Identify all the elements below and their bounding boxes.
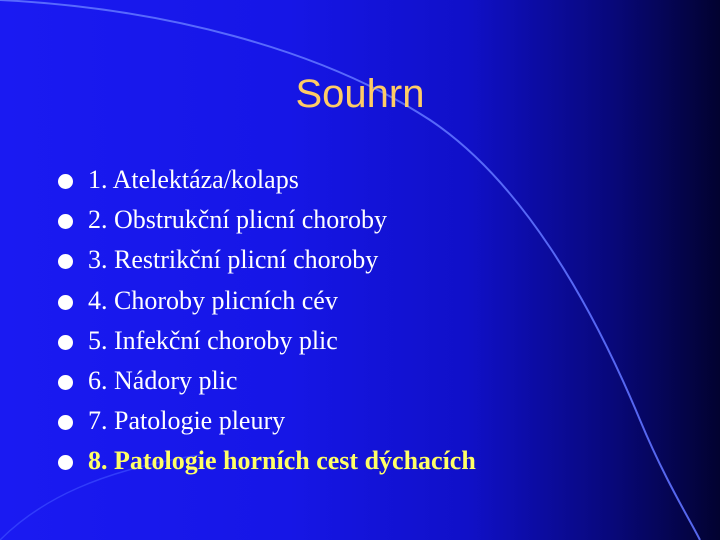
list-item [58, 200, 476, 240]
list-item [58, 240, 476, 280]
list-item-text: 8. Patologie horních cest dýchacích [88, 446, 476, 476]
list-item [58, 401, 476, 441]
list-item-text: 4. Choroby plicních cév [88, 285, 338, 315]
bullet-icon [58, 254, 73, 269]
bullet-icon [58, 455, 73, 470]
bullet-icon [58, 375, 73, 390]
bullet-icon [58, 295, 73, 310]
list-item [58, 160, 476, 200]
list-item-highlighted [58, 441, 476, 481]
bullet-list [58, 160, 476, 482]
list-item [58, 361, 476, 401]
bullet-icon [58, 415, 73, 430]
bullet-icon [58, 335, 73, 350]
list-item-text: 5. Infekční choroby plic [88, 325, 338, 355]
list-item-text: 1. Atelektáza/kolaps [88, 165, 299, 194]
list-item-text: 2. Obstrukční plicní choroby [88, 205, 387, 235]
list-item-text: 6. Nádory plic [88, 365, 238, 395]
bullet-icon [58, 214, 73, 229]
list-item-text: 3. Restrikční plicní choroby [88, 245, 379, 275]
list-item-text: 7. Patologie pleury [88, 406, 286, 436]
slide-title: Souhrn [295, 72, 425, 116]
bullet-icon [58, 174, 73, 189]
list-item [58, 281, 476, 321]
list-item [58, 321, 476, 361]
